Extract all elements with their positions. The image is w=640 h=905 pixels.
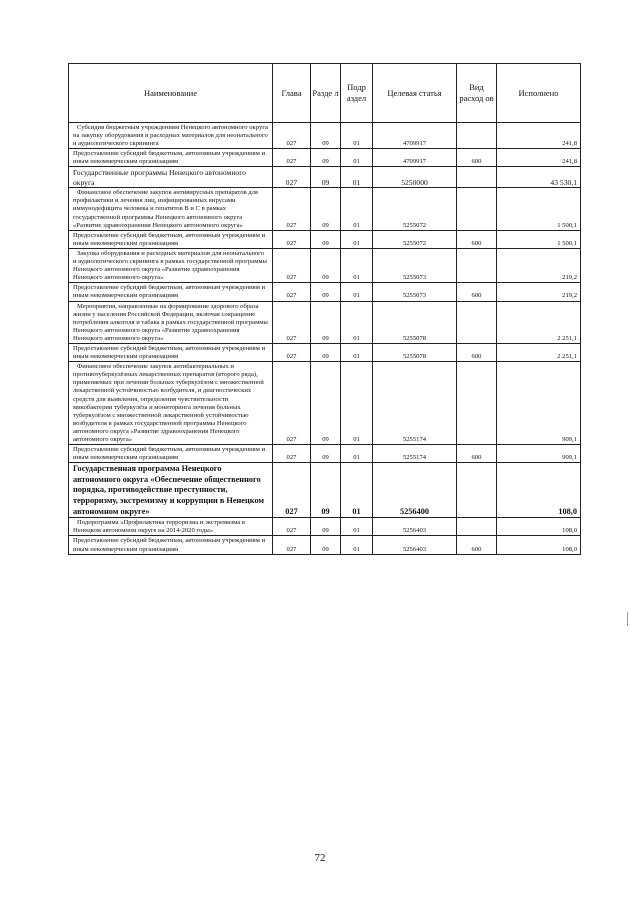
table-body: [69, 123, 581, 555]
table-row: [69, 230, 581, 248]
cell-target: 5255174: [373, 362, 457, 445]
cell-type: [457, 123, 497, 149]
table-row: [69, 518, 581, 536]
header-row: [69, 64, 581, 123]
cell-section: 09: [311, 123, 341, 149]
header-type: Вид расход ов: [457, 64, 497, 123]
header-chapter: Глава: [273, 64, 311, 123]
cell-subsection: 01: [341, 248, 373, 282]
header-executed: Исполнено: [497, 64, 581, 123]
cell-name: Закупка оборудования и расходных материалов для неонатального и аудиологического скрининга в рамках государственной программы Ненецкого автономного округа «Развитие здравоохранения Ненецкого автономного округа»: [69, 248, 273, 282]
cell-type: 600: [457, 536, 497, 554]
table-row: [69, 536, 581, 554]
cell-target: 5255072: [373, 230, 457, 248]
cell-amount: 219,2: [497, 283, 581, 301]
cell-section: 09: [311, 445, 341, 463]
cell-section: 09: [311, 362, 341, 445]
cell-chapter: 027: [273, 283, 311, 301]
cell-section: 09: [311, 283, 341, 301]
cell-type: [457, 362, 497, 445]
cell-chapter: 027: [273, 149, 311, 167]
cell-subsection: 01: [341, 123, 373, 149]
cell-amount: 108,0: [497, 463, 581, 518]
header-subsection: Подр аздел: [341, 64, 373, 123]
cell-subsection: 01: [341, 149, 373, 167]
cell-amount: 909,1: [497, 445, 581, 463]
table-row: [69, 167, 581, 188]
cell-amount: 43 530,1: [497, 167, 581, 188]
cell-chapter: 027: [273, 362, 311, 445]
cell-chapter: 027: [273, 536, 311, 554]
cell-subsection: 01: [341, 463, 373, 518]
cell-section: 09: [311, 518, 341, 536]
cell-section: 09: [311, 301, 341, 343]
cell-chapter: 027: [273, 343, 311, 361]
cell-chapter: 027: [273, 463, 311, 518]
page-number: 72: [314, 852, 326, 864]
cell-type: [457, 188, 497, 230]
budget-table: [68, 63, 581, 555]
cell-amount: 219,2: [497, 248, 581, 282]
cell-amount: 2 251,1: [497, 343, 581, 361]
cell-target: 5250000: [373, 167, 457, 188]
table-row: [69, 149, 581, 167]
cell-subsection: 01: [341, 167, 373, 188]
cell-section: 09: [311, 463, 341, 518]
cell-chapter: 027: [273, 188, 311, 230]
cell-target: 5255073: [373, 283, 457, 301]
cell-amount: 2 251,1: [497, 301, 581, 343]
cell-target: 4709917: [373, 123, 457, 149]
cell-name: Предоставление субсидий бюджетным, автономным учреждениям и иным некоммерческим организациям: [69, 230, 273, 248]
cell-section: 09: [311, 188, 341, 230]
cell-type: [457, 167, 497, 188]
cell-type: [457, 463, 497, 518]
table-row: [69, 188, 581, 230]
cell-target: 5255078: [373, 301, 457, 343]
cell-name: Предоставление субсидий бюджетным, автономным учреждениям и иным некоммерческим организациям: [69, 149, 273, 167]
cell-type: [457, 301, 497, 343]
cell-type: 600: [457, 283, 497, 301]
cell-target: 5255174: [373, 445, 457, 463]
cell-name: Государственная программа Ненецкого автономного округа «Обеспечение общественного порядка, противодействие преступности, терроризму, экстремизму и коррупции в Ненецком автономном округе»: [69, 463, 273, 518]
cell-subsection: 01: [341, 536, 373, 554]
cell-subsection: 01: [341, 188, 373, 230]
table-row: [69, 301, 581, 343]
table-row: [69, 463, 581, 518]
cell-name: Предоставление субсидий бюджетным, автономным учреждениям и иным некоммерческим организациям: [69, 445, 273, 463]
table-row: [69, 283, 581, 301]
cell-name: Финансовое обеспечение закупок антивирусных препаратов для профилактики и лечения лиц, инфицированных вирусами иммунодефицита человека и гепатитов В и С в рамках государственной программы Ненецкого автономного округа «Развитие здравоохранения Ненецкого автономного округа»: [69, 188, 273, 230]
cell-name: Предоставление субсидий бюджетным, автономным учреждениям и иным некоммерческим организациям: [69, 283, 273, 301]
cell-subsection: 01: [341, 518, 373, 536]
table-row: [69, 123, 581, 149]
table-row: [69, 362, 581, 445]
cell-target: 5256403: [373, 536, 457, 554]
cell-section: 09: [311, 167, 341, 188]
cell-target: 5256403: [373, 518, 457, 536]
cell-name: Финансовое обеспечение закупок антибактериальных и противотуберкулёзных лекарственных препаратов (второго ряда), применяемых при лечении больных туберкулёзом с множественной лекарственной устойчивостью возбудителя, и диагностических средств для выявления, определения чувствительности микобактерии туберкулёза и мониторинга лечения больных туберкулёзом с множественной лекарственной устойчивостью возбудителя в рамках государственной программы Ненецкого автономного округа «Развитие здравоохранения Ненецкого автономного округа»: [69, 362, 273, 445]
header-name: Наименование: [69, 64, 273, 123]
cell-chapter: 027: [273, 123, 311, 149]
cell-name: Мероприятия, направленные на формирование здорового образа жизни у населения Российской Федерации, включая сокращение потребления алкоголя и табака в рамках государственной программы Ненецкого автономного округа «Развитие здравоохранения Ненецкого автономного округа»: [69, 301, 273, 343]
cell-name: Предоставление субсидий бюджетным, автономным учреждениям и иным некоммерческим организациям: [69, 536, 273, 554]
cell-name: Субсидия бюджетным учреждениям Ненецкого автономного округа на закупку оборудования и расходных материалов для неонатального и аудиологического скрининга: [69, 123, 273, 149]
cell-target: 5255073: [373, 248, 457, 282]
cell-target: 4709917: [373, 149, 457, 167]
cell-amount: 108,0: [497, 536, 581, 554]
cell-subsection: 01: [341, 230, 373, 248]
cell-type: [457, 248, 497, 282]
cell-name: Государственные программы Ненецкого автономного округа: [69, 167, 273, 188]
table-row: [69, 445, 581, 463]
cell-amount: 1 500,1: [497, 230, 581, 248]
scan-mark: [627, 612, 628, 626]
cell-subsection: 01: [341, 283, 373, 301]
cell-section: 09: [311, 149, 341, 167]
cell-type: 600: [457, 445, 497, 463]
cell-type: [457, 518, 497, 536]
cell-section: 09: [311, 343, 341, 361]
cell-name: Предоставление субсидий бюджетным, автономным учреждениям и иным некоммерческим организациям: [69, 343, 273, 361]
cell-amount: 241,8: [497, 149, 581, 167]
cell-subsection: 01: [341, 343, 373, 361]
cell-target: 5255078: [373, 343, 457, 361]
cell-subsection: 01: [341, 301, 373, 343]
cell-name: Подпрограмма «Профилактика терроризма и экстремизма в Ненецком автономном округе на 2014-2020 годы»: [69, 518, 273, 536]
budget-table-sheet: [68, 63, 580, 555]
cell-chapter: 027: [273, 230, 311, 248]
cell-type: 600: [457, 343, 497, 361]
header-section: Разде л: [311, 64, 341, 123]
cell-type: 600: [457, 149, 497, 167]
cell-amount: 1 500,1: [497, 188, 581, 230]
header-target: Целевая статья: [373, 64, 457, 123]
cell-chapter: 027: [273, 518, 311, 536]
cell-chapter: 027: [273, 167, 311, 188]
cell-subsection: 01: [341, 445, 373, 463]
cell-amount: 241,8: [497, 123, 581, 149]
cell-type: 600: [457, 230, 497, 248]
cell-target: 5255072: [373, 188, 457, 230]
cell-section: 09: [311, 248, 341, 282]
cell-chapter: 027: [273, 248, 311, 282]
cell-target: 5256400: [373, 463, 457, 518]
cell-subsection: 01: [341, 362, 373, 445]
cell-chapter: 027: [273, 301, 311, 343]
cell-amount: 108,0: [497, 518, 581, 536]
cell-chapter: 027: [273, 445, 311, 463]
table-row: [69, 343, 581, 361]
table-row: [69, 248, 581, 282]
cell-amount: 909,1: [497, 362, 581, 445]
cell-section: 09: [311, 230, 341, 248]
cell-section: 09: [311, 536, 341, 554]
